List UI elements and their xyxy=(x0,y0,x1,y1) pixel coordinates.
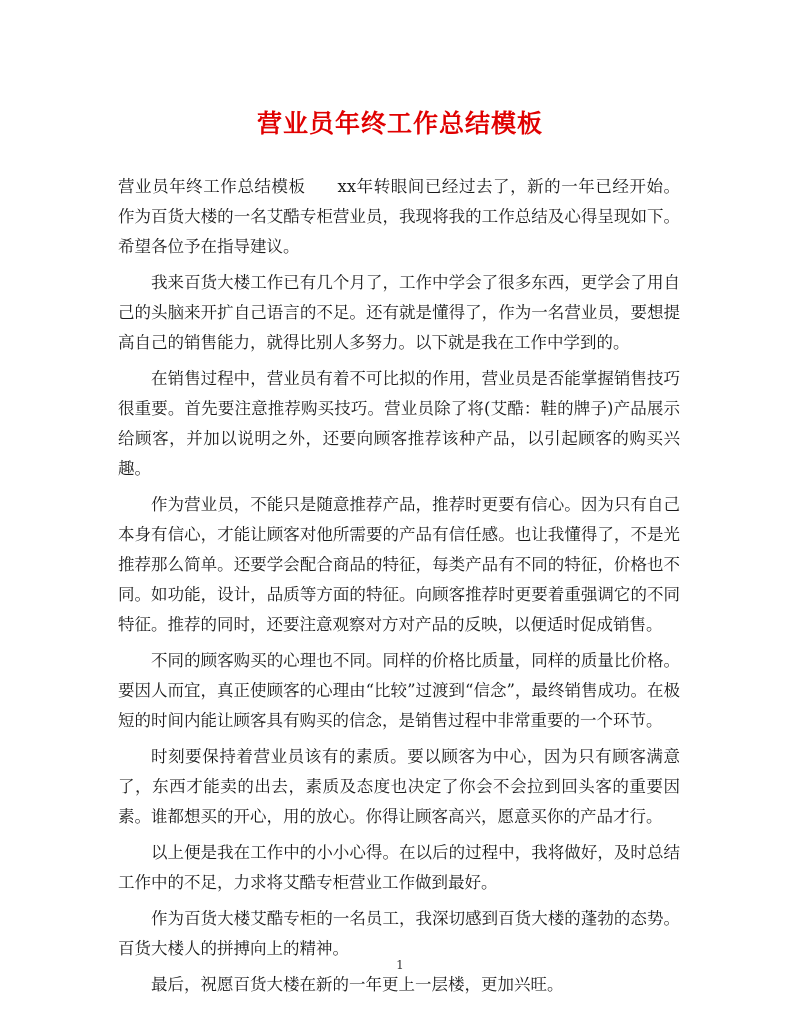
body-paragraph: 我来百货大楼工作已有几个月了，工作中学会了很多东西，更学会了用自己的头脑来开扩自己语言的不足。还有就是懂得了，作为一名营业员，要想提高自己的销售能力，就得比别人多努力。以下就是我在工作中学到的。 xyxy=(118,273,680,352)
intro-label: 营业员年终工作总结模板 xyxy=(118,177,306,196)
body-paragraph: 以上便是我在工作中的小小心得。在以后的过程中，我将做好，及时总结工作中的不足，力求将艾酷专柜营业工作做到最好。 xyxy=(118,843,680,892)
body-paragraph: 时刻要保持着营业员该有的素质。要以顾客为中心，因为只有顾客满意了，东西才能卖的出去，素质及态度也决定了你会不会拉到回头客的重要因素。谁都想买的开心，用的放心。你得让顾客高兴，愿意买你的产品才行。 xyxy=(118,747,680,826)
body-paragraph: 最后，祝愿百货大楼在新的一年更上一层楼，更加兴旺。 xyxy=(151,975,564,994)
document-title: 营业员年终工作总结模板 xyxy=(256,109,543,138)
body-paragraph: 在销售过程中，营业员有着不可比拟的作用，营业员是否能掌握销售技巧很重要。首先要注意推荐购买技巧。营业员除了将(艾酷：鞋的牌子)产品展示给顾客，并加以说明之外，还要向顾客推荐该种产品，以引起顾客的购买兴趣。 xyxy=(118,369,680,478)
document-body xyxy=(118,172,680,1006)
body-paragraph: 不同的顾客购买的心理也不同。同样的价格比质量，同样的质量比价格。要因人而宜，真正使顾客的心理由“比较”过渡到“信念”，最终销售成功。在极短的时间内能让顾客具有购买的信念，是销售过程中非常重要的一个环节。 xyxy=(118,651,680,730)
body-paragraph: 作为营业员，不能只是随意推荐产品，推荐时更要有信心。因为只有自己本身有信心，才能让顾客对他所需要的产品有信任感。也让我懂得了，不是光推荐那么简单。还要学会配合商品的特征，每类产品有不同的特征，价格也不同。如功能，设计，品质等方面的特征。向顾客推荐时更要着重强调它的不同特征。推荐的同时，还要注意观察对方对产品的反映，以便适时促成销售。 xyxy=(118,495,680,634)
intro-text: xx年转眼间已经过去了，新的一年已经开始。作为百货大楼的一名艾酷专柜营业员，我现将我的工作总结及心得呈现如下。希望各位予在指导建议。 xyxy=(118,177,680,256)
intro-paragraph xyxy=(118,172,680,262)
page-number: 1 xyxy=(396,958,404,972)
body-paragraph: 作为百货大楼艾酷专柜的一名员工，我深切感到百货大楼的蓬勃的态势。百货大楼人的拼搏向上的精神。 xyxy=(118,909,680,958)
